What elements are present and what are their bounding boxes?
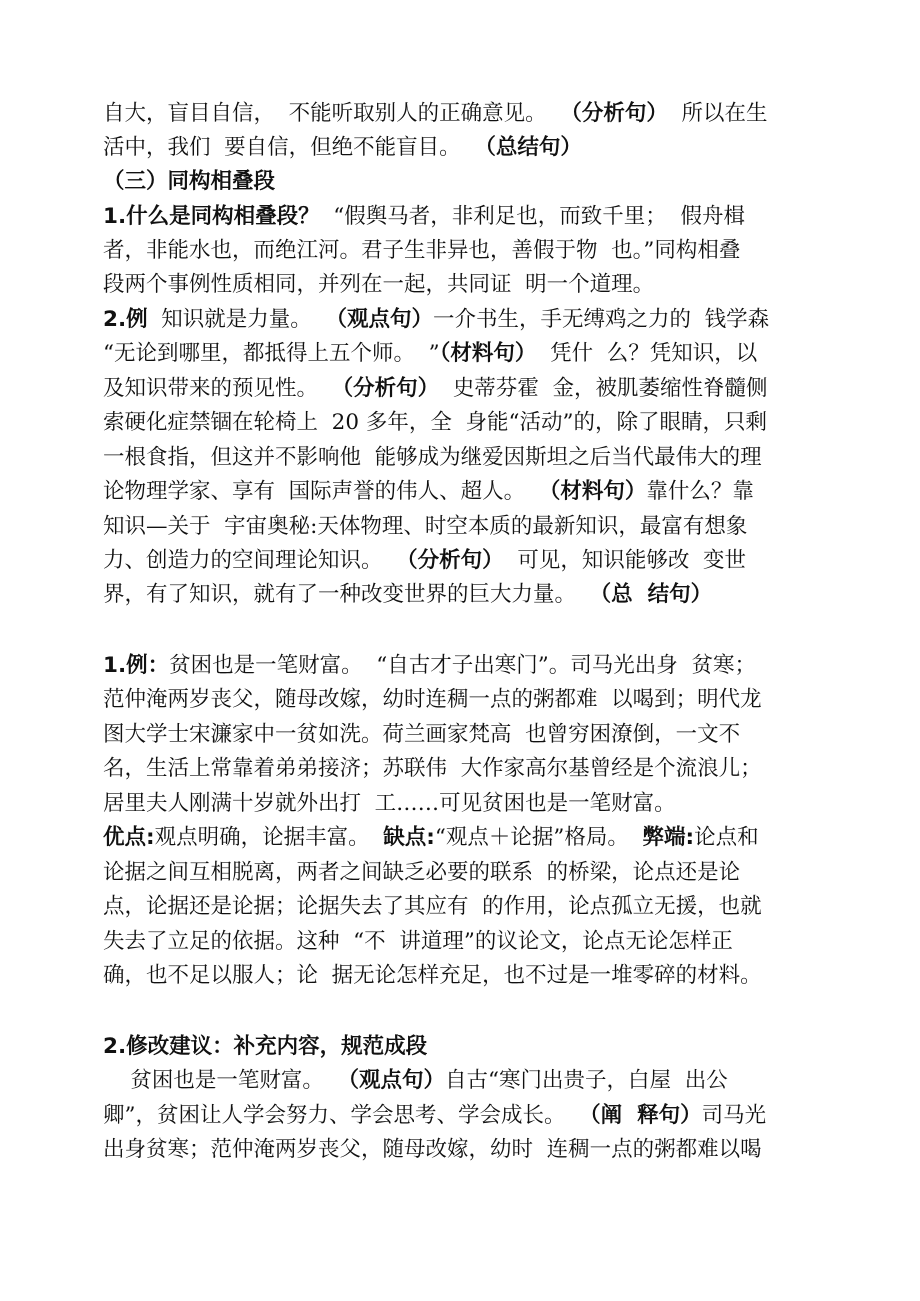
- section-heading: （三）同构相叠段: [103, 169, 276, 194]
- text-run: 司马光: [701, 1103, 767, 1128]
- text-line: [103, 649, 843, 683]
- text-run: 论物理学家、享有 国际声誉的伟人、超人。: [103, 479, 539, 504]
- label-summary: （总 结句）: [589, 582, 713, 607]
- text-run: 贫困也是一笔财富。 “自古才子出寒门”。司马光出身 贫寒；: [169, 653, 756, 678]
- text-run: 活中，我们 要自信，但绝不能盲目。: [103, 135, 475, 160]
- label-shortcoming: 缺点:: [383, 825, 435, 850]
- text-run: “观点＋论据”格局。: [434, 825, 643, 850]
- label-material: （材料句）: [538, 479, 647, 504]
- text-run: 及知识带来的预见性。: [103, 376, 332, 401]
- text-run: 论点和: [694, 825, 759, 850]
- text-line: [103, 578, 843, 612]
- text-line: 论据之间互相脱离，两者之间缺乏必要的联系 的桥梁，论点还是论: [103, 860, 741, 885]
- section-heading: 2.修改建议：补充内容，规范成段: [103, 1034, 428, 1059]
- text-line: 段两个事例性质相同，并列在一起，共同证 明一个道理。: [103, 272, 655, 297]
- text-line: 居里夫人刚满十岁就外出打 工……可见贫困也是一笔财富。: [103, 791, 676, 816]
- text-line: [103, 544, 843, 578]
- label-advantage: 优点:: [103, 825, 155, 850]
- text-line: [103, 475, 843, 509]
- text-line: 者，非能水也，而绝江河。君子生非异也，善假于物 也。”同构相叠: [103, 238, 741, 263]
- text-line: [103, 1099, 843, 1133]
- text-line: [103, 337, 843, 371]
- question-heading: 1.什么是同构相叠段？: [103, 204, 320, 229]
- text-run: 一介书生，手无缚鸡之力的 钱学森: [433, 307, 770, 332]
- text-line: 索硬化症禁锢在轮椅上 20 多年，全 身能“活动”的，除了眼睛，只剩: [103, 410, 768, 435]
- text-run: 凭什 么？凭知识，以: [536, 341, 758, 366]
- label-summary: （总结句）: [474, 135, 582, 160]
- text-line: 点，论据还是论据；论据失去了其应有 的作用，论点孤立无援，也就: [103, 894, 762, 919]
- text-run: “假舆马者，非利足也，而致千里； 假舟楫: [319, 204, 745, 229]
- text-line: [103, 200, 843, 234]
- text-line: [103, 372, 843, 406]
- text-line: 范仲淹两岁丧父，随母改嫁，幼时连稠一点的粥都难 以喝到；明代龙: [103, 687, 762, 712]
- text-line: 图大学士宋濂家中一贫如洗。荷兰画家梵高 也曾穷困潦倒，一文不: [103, 722, 741, 747]
- text-run: 自古“寒门出贵子，白屋 出公: [445, 1068, 728, 1093]
- text-run: 史蒂芬霍 金，被肌萎缩性脊髓侧: [439, 376, 768, 401]
- label-material: （材料句）: [439, 341, 537, 366]
- label-viewpoint: （观点句）: [337, 1068, 446, 1093]
- label-viewpoint: （观点句）: [325, 307, 433, 332]
- text-run: 靠什么？靠: [646, 479, 754, 504]
- text-line: [103, 131, 843, 165]
- text-run: 观点明确，论据丰富。: [154, 825, 384, 850]
- text-run: 可见，知识能够改 变世: [503, 548, 747, 573]
- example-heading: 1.例：: [103, 653, 170, 678]
- text-run: 卿”，贫困让人学会努力、学会思考、学会成长。: [103, 1103, 580, 1128]
- label-analysis: （分析句）: [396, 548, 504, 573]
- text-line: 出身贫寒；范仲淹两岁丧父，随母改嫁，幼时 连稠一点的粥都难以喝: [103, 1137, 762, 1162]
- text-line: 确，也不足以服人；论 据无论怎样充足，也不过是一堆零碎的材料。: [103, 963, 762, 988]
- text-run: 贫困也是一笔财富。: [103, 1068, 338, 1093]
- text-run: 自大，盲目自信， 不能听取别人的正确意见。: [103, 101, 561, 126]
- text-line: [103, 303, 843, 337]
- text-line: 失去了立足的依据。这种 “不 讲道理”的议论文，论点无论怎样正: [103, 929, 733, 954]
- text-run: 知识就是力量。: [147, 307, 326, 332]
- text-run: 所以在生: [667, 101, 768, 126]
- label-analysis: （分析句）: [331, 376, 440, 401]
- label-drawback: 弊端:: [642, 825, 695, 850]
- text-run: “无论到哪里，都抵得上五个师。 ”: [103, 341, 440, 366]
- text-run: 力、创造力的空间理论知识。: [103, 548, 397, 573]
- text-line: [103, 97, 843, 131]
- example-heading: 2.例: [103, 307, 148, 332]
- text-line: 名，生活上常靠着弟弟接济；苏联伟 大作家高尔基曾经是个流浪儿；: [103, 756, 762, 781]
- label-analysis: （分析句）: [560, 101, 668, 126]
- text-line: [103, 821, 843, 855]
- label-explanation: （阐 释句）: [579, 1103, 702, 1128]
- text-line: 知识—关于 宇宙奥秘:天体物理、时空本质的最新知识，最富有想象: [103, 514, 748, 539]
- text-run: 界，有了知识，就有了一种改变世界的巨大力量。: [103, 582, 590, 607]
- text-line: 一根食指，但这并不影响他 能够成为继爱因斯坦之后当代最伟大的理: [103, 445, 762, 470]
- text-line: [103, 1064, 843, 1098]
